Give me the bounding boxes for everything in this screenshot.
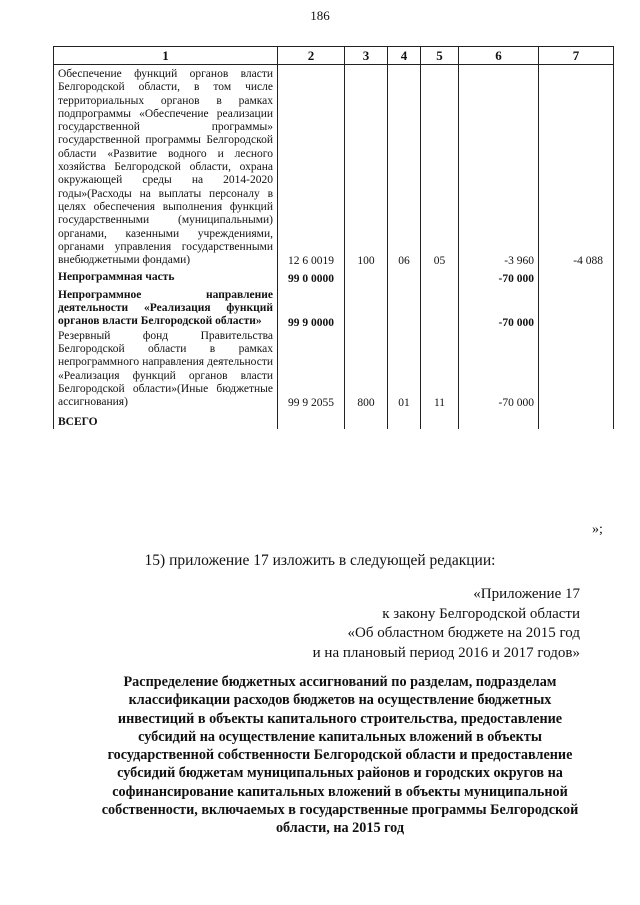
- budget-table: [53, 46, 614, 429]
- section-code: [388, 285, 421, 329]
- table-row: [54, 65, 614, 268]
- page-number: 186: [310, 8, 330, 23]
- subsection-code: 11: [421, 329, 459, 410]
- appendix-line: и на плановый период 2016 и 2017 годов»: [312, 644, 580, 661]
- column-header: 6: [459, 47, 539, 65]
- target-article-code: 99 9 0000: [278, 285, 345, 329]
- column-header: 5: [421, 47, 459, 65]
- amount-2015: [459, 409, 539, 429]
- section-code: 01: [388, 329, 421, 410]
- amount-2016: [539, 329, 614, 410]
- section-code: [388, 267, 421, 284]
- section-code: [388, 409, 421, 429]
- expense-type: [345, 409, 388, 429]
- total-label: ВСЕГО: [54, 409, 278, 429]
- table-row-total: [54, 409, 614, 429]
- column-header: 1: [54, 47, 278, 65]
- appendix-line: «Приложение 17: [473, 586, 580, 602]
- appendix-line: к закону Белгородской области: [382, 605, 580, 622]
- document-title: Распределение бюджетных ассигнований по разделам, подразделам классификации расходов бюджетов на осуществление бюджетных инвестиций в объекты капитального строительства, предоставление субсидий на осуществление капитальных вложений в объекты государственной собственности Белгородской области и предоставление субсидий бюджетам муниципальных районов и городских округов на софинансирование капитальных вложений в объекты муниципальной собственности, включаемых в государственные программы Белгородской области, на 2015 год: [101, 674, 579, 837]
- subsection-code: 05: [421, 65, 459, 268]
- table-row: [54, 329, 614, 410]
- amount-2015: -70 000: [459, 267, 539, 284]
- amount-2016: -4 088: [539, 65, 614, 268]
- row-name: Непрограммная часть: [54, 267, 278, 284]
- amendment-instruction: 15) приложение 17 изложить в следующей редакции:: [144, 552, 496, 569]
- amount-2015: -70 000: [459, 329, 539, 410]
- subsection-code: [421, 409, 459, 429]
- target-article-code: 99 0 0000: [278, 267, 345, 284]
- expense-type: [345, 285, 388, 329]
- row-name: Резервный фонд Правительства Белгородской области в рамках непрограммного направления деятельности «Реализация функций органов власти Белгородской области»(Иные бюджетные ассигнования): [54, 329, 278, 410]
- expense-type: 100: [345, 65, 388, 268]
- column-header: 4: [388, 47, 421, 65]
- subsection-code: [421, 285, 459, 329]
- amount-2015: -3 960: [459, 65, 539, 268]
- table-header-row: [54, 47, 614, 65]
- amount-2016: [539, 285, 614, 329]
- amount-2016: [539, 409, 614, 429]
- row-name: Непрограммное направление деятельности «Реализация функций органов власти Белгородской области»: [54, 285, 278, 329]
- subsection-code: [421, 267, 459, 284]
- expense-type: [345, 267, 388, 284]
- closing-quote: »;: [592, 522, 603, 537]
- target-article-code: [278, 409, 345, 429]
- row-name: Обеспечение функций органов власти Белгородской области, в том числе территориальных органов в рамках подпрограммы «Обеспечение реализации государственной программы» государственной программы Белгородской области «Развитие водного и лесного хозяйства Белгородской области, охрана окружающей среды на 2014-2020 годы»(Расходы на выплаты персоналу в целях обеспечения выполнения функций государственными (муниципальными) органами, казенными учреждениями, органами управления государственными внебюджетными фондами): [54, 65, 278, 268]
- column-header: 3: [345, 47, 388, 65]
- section-code: 06: [388, 65, 421, 268]
- appendix-line: «Об областном бюджете на 2015 год: [347, 625, 580, 641]
- column-header: 2: [278, 47, 345, 65]
- amount-2015: -70 000: [459, 285, 539, 329]
- column-header: 7: [539, 47, 614, 65]
- table-row: [54, 285, 614, 329]
- amount-2016: [539, 267, 614, 284]
- target-article-code: 99 9 2055: [278, 329, 345, 410]
- appendix-header: [313, 585, 580, 663]
- table-row: [54, 267, 614, 284]
- target-article-code: 12 6 0019: [278, 65, 345, 268]
- expense-type: 800: [345, 329, 388, 410]
